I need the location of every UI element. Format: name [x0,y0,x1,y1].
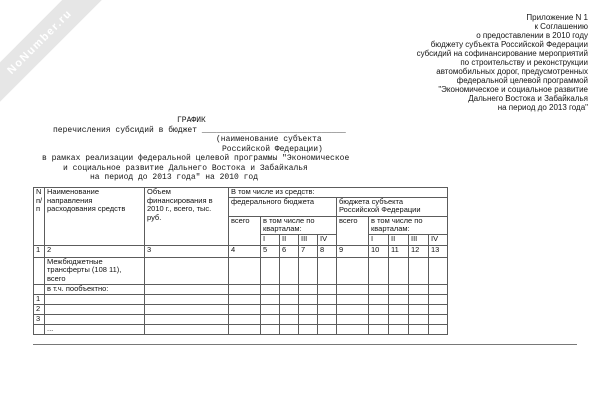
value-cell [145,257,229,284]
column-number-cell: 4 [229,245,261,257]
column-number-cell: 12 [409,245,429,257]
header-cell-financing-volume: Объем финансирования в 2010 г., всего, тыс. руб. [145,188,229,246]
value-cell [337,284,369,294]
value-cell [229,257,261,284]
header-cell-quarter-4: IV [318,234,337,245]
column-number-cell: 7 [299,245,318,257]
annex-header-line: автомобильных дорог, предусмотренных [436,67,588,76]
header-group-federal-quarters: в том числе по кварталам: [261,216,337,234]
annex-header-line: "Экономическое и социальное развитие [438,85,588,94]
value-cell [280,314,299,324]
value-cell [145,294,229,304]
value-cell [229,314,261,324]
value-cell [318,314,337,324]
value-cell [280,257,299,284]
value-cell [409,284,429,294]
row-name-cell [45,314,145,324]
header-cell-quarter-3: III [409,234,429,245]
header-cell-direction-name: Наименование направления расходования средств [45,188,145,246]
header-group-federal-budget: федерального бюджета [229,197,337,216]
value-cell [261,284,280,294]
value-cell [429,324,448,334]
header-group-regional-quarters: в том числе по кварталам: [369,216,448,234]
row-name-cell: Межбюджетные трансферты (108 11), всего [45,257,145,284]
value-cell [389,294,409,304]
value-cell [318,294,337,304]
annex-header-line: о предоставлении в 2010 году [476,31,588,40]
header-cell-regional-total: всего [337,216,369,245]
value-cell [429,257,448,284]
value-cell [389,304,409,314]
value-cell [429,294,448,304]
annex-header-line: федеральной целевой программой [456,76,588,85]
column-number-cell: 8 [318,245,337,257]
row-name-cell [45,294,145,304]
value-cell [337,294,369,304]
column-number-cell: 13 [429,245,448,257]
header-group-regional-budget: бюджета субъекта Российской Федерации [337,197,448,216]
value-cell [389,257,409,284]
value-cell [261,314,280,324]
value-cell [429,314,448,324]
value-cell [299,314,318,324]
value-cell [337,314,369,324]
title-blank-caption: Российской Федерации) [222,144,323,154]
value-cell [337,324,369,334]
value-cell [261,294,280,304]
row-number-cell: 3 [34,314,45,324]
value-cell [280,324,299,334]
row-name-cell: ... [45,324,145,334]
row-number-cell [34,257,45,284]
header-cell-quarter-2: II [389,234,409,245]
value-cell [261,257,280,284]
annex-header-line: Приложение N 1 [526,13,588,22]
title-line: и социальное развитие Дальнего Востока и Забайкалья [63,163,308,173]
document-title [42,116,349,183]
value-cell [261,324,280,334]
column-number-cell: 6 [280,245,299,257]
value-cell [369,324,389,334]
value-cell [229,304,261,314]
column-number-cell: 3 [145,245,229,257]
value-cell [318,304,337,314]
value-cell [299,304,318,314]
column-number-cell: 9 [337,245,369,257]
value-cell [145,284,229,294]
value-cell [280,284,299,294]
row-number-cell [34,324,45,334]
value-cell [229,294,261,304]
title-blank-caption: (наименование субъекта [216,135,322,144]
value-cell [389,324,409,334]
value-cell [299,294,318,304]
value-cell [145,304,229,314]
value-cell [369,284,389,294]
annex-header-line: к Соглашению [534,22,588,31]
value-cell [337,257,369,284]
watermark-ribbon [0,0,117,119]
header-cell-quarter-1: I [369,234,389,245]
column-number-cell: 1 [34,245,45,257]
annex-header-line: Дальнего Востока и Забайкалья [468,94,588,103]
value-cell [409,257,429,284]
column-number-cell: 2 [45,245,145,257]
header-cell-quarter-4: IV [429,234,448,245]
value-cell [429,304,448,314]
header-cell-quarter-3: III [299,234,318,245]
value-cell [299,324,318,334]
value-cell [389,314,409,324]
row-name-cell: в т.ч. пообъектно: [45,284,145,294]
annex-header-line: субсидий на софинансирование мероприятий [416,49,588,58]
value-cell [409,304,429,314]
title-line: в рамках реализации федеральной целевой программы "Экономическое [42,154,350,163]
value-cell [318,324,337,334]
title-line: ГРАФИК [177,116,206,125]
value-cell [280,294,299,304]
horizontal-rule [33,344,577,345]
value-cell [337,304,369,314]
value-cell [145,314,229,324]
value-cell [409,294,429,304]
row-name-cell [45,304,145,314]
title-line-with-blank: перечисления субсидий в бюджет ______________________________ [53,125,346,135]
value-cell [409,324,429,334]
header-cell-quarter-1: I [261,234,280,245]
annex-header-line: бюджету субъекта Российской Федерации [430,40,588,49]
value-cell [318,284,337,294]
value-cell [229,284,261,294]
header-cell-row-number: N п/п [34,188,45,246]
row-number-cell [34,284,45,294]
value-cell [280,304,299,314]
annex-header [417,13,588,112]
value-cell [389,284,409,294]
value-cell [369,314,389,324]
value-cell [145,324,229,334]
value-cell [409,314,429,324]
value-cell [369,304,389,314]
subsidy-schedule-table [33,187,448,335]
value-cell [369,294,389,304]
column-number-cell: 5 [261,245,280,257]
value-cell [318,257,337,284]
watermark-text: NoNumber.ru [5,7,75,77]
value-cell [299,284,318,294]
value-cell [369,257,389,284]
header-group-including-funds: В том числе из средств: [229,188,448,198]
title-line: на период до 2013 года" на 2010 год [90,173,259,182]
value-cell [261,304,280,314]
annex-header-line: по строительству и реконструкции [460,58,588,67]
header-cell-federal-total: всего [229,216,261,245]
column-number-cell: 11 [389,245,409,257]
value-cell [429,284,448,294]
value-cell [299,257,318,284]
row-number-cell: 1 [34,294,45,304]
row-number-cell: 2 [34,304,45,314]
column-number-cell: 10 [369,245,389,257]
header-cell-quarter-2: II [280,234,299,245]
value-cell [229,324,261,334]
annex-header-line: на период до 2013 года" [497,103,588,112]
